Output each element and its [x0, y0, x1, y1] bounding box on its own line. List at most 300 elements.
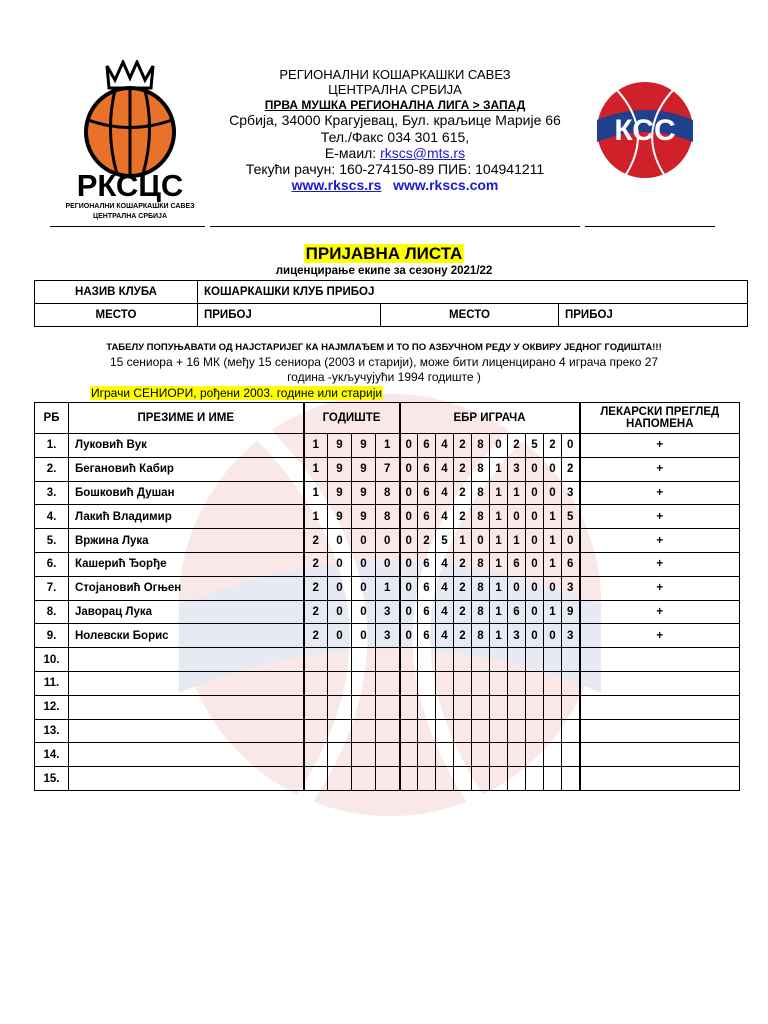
row-number: 4. — [35, 505, 69, 529]
ebr-digit[interactable] — [490, 648, 508, 672]
medical-note[interactable]: + — [580, 505, 740, 529]
year-digit[interactable]: 9 — [352, 505, 376, 529]
ebr-digit[interactable] — [436, 671, 454, 695]
ebr-digit[interactable] — [490, 719, 508, 743]
row-number: 15. — [35, 767, 69, 791]
ebr-digit[interactable]: 4 — [436, 624, 454, 648]
web-link-1[interactable]: www.rkscs.rs — [291, 177, 382, 193]
year-digit[interactable] — [352, 695, 376, 719]
ebr-digit[interactable]: 3 — [508, 457, 526, 481]
year-digit[interactable]: 0 — [352, 576, 376, 600]
ebr-digit[interactable] — [418, 719, 436, 743]
year-digit[interactable]: 2 — [304, 529, 328, 553]
table-row — [35, 743, 740, 767]
player-name[interactable]: Луковић Вук — [69, 434, 304, 458]
ebr-digit[interactable]: 4 — [436, 505, 454, 529]
ebr-digit[interactable]: 0 — [526, 624, 544, 648]
medical-note[interactable] — [580, 767, 740, 791]
divider — [585, 226, 715, 227]
year-digit[interactable] — [376, 719, 400, 743]
ebr-digit[interactable]: 0 — [526, 481, 544, 505]
ebr-digit[interactable]: 0 — [526, 600, 544, 624]
place-label-2: МЕСТО — [381, 304, 559, 327]
ebr-digit[interactable]: 1 — [454, 529, 472, 553]
ebr-digit[interactable] — [454, 695, 472, 719]
ebr-digit[interactable]: 6 — [562, 552, 580, 576]
medical-note[interactable]: + — [580, 529, 740, 553]
year-digit[interactable]: 0 — [352, 552, 376, 576]
ebr-digit[interactable] — [562, 719, 580, 743]
ebr-digit[interactable]: 6 — [508, 552, 526, 576]
ebr-digit[interactable] — [418, 695, 436, 719]
row-number: 11. — [35, 671, 69, 695]
year-digit[interactable]: 0 — [352, 600, 376, 624]
ebr-digit[interactable] — [418, 671, 436, 695]
year-digit[interactable]: 0 — [328, 600, 352, 624]
ebr-digit[interactable]: 2 — [454, 600, 472, 624]
player-name[interactable] — [69, 648, 304, 672]
ebr-digit[interactable]: 1 — [544, 529, 562, 553]
ebr-digit[interactable]: 2 — [418, 529, 436, 553]
ebr-digit[interactable]: 2 — [508, 434, 526, 458]
rkscs-logo — [55, 60, 205, 230]
ebr-digit[interactable] — [472, 695, 490, 719]
year-digit[interactable] — [328, 719, 352, 743]
ebr-digit[interactable] — [562, 767, 580, 791]
ebr-digit[interactable]: 0 — [400, 552, 418, 576]
year-digit[interactable]: 2 — [304, 600, 328, 624]
ebr-digit[interactable] — [472, 648, 490, 672]
year-digit[interactable]: 0 — [352, 529, 376, 553]
kss-logo — [585, 80, 705, 180]
ebr-digit[interactable]: 0 — [490, 434, 508, 458]
ebr-digit[interactable]: 0 — [544, 576, 562, 600]
year-digit[interactable] — [352, 648, 376, 672]
year-digit[interactable]: 2 — [304, 552, 328, 576]
col-year: ГОДИШТЕ — [304, 403, 400, 434]
year-digit[interactable]: 8 — [376, 481, 400, 505]
table-row — [35, 648, 740, 672]
year-digit[interactable]: 1 — [304, 457, 328, 481]
ebr-digit[interactable]: 1 — [544, 552, 562, 576]
ebr-digit[interactable]: 2 — [454, 552, 472, 576]
ebr-digit[interactable]: 6 — [418, 576, 436, 600]
row-number: 9. — [35, 624, 69, 648]
ebr-digit[interactable]: 1 — [508, 481, 526, 505]
ebr-digit[interactable] — [526, 743, 544, 767]
year-digit[interactable]: 9 — [352, 434, 376, 458]
ebr-digit[interactable]: 0 — [400, 505, 418, 529]
table-row — [35, 767, 740, 791]
player-name[interactable]: Лакић Владимир — [69, 505, 304, 529]
ebr-digit[interactable] — [472, 719, 490, 743]
ebr-digit[interactable]: 2 — [454, 505, 472, 529]
ebr-digit[interactable]: 0 — [400, 576, 418, 600]
ebr-digit[interactable]: 0 — [472, 529, 490, 553]
year-digit[interactable] — [328, 648, 352, 672]
player-name[interactable]: Нолевски Борис — [69, 624, 304, 648]
ebr-digit[interactable] — [526, 671, 544, 695]
row-number: 14. — [35, 743, 69, 767]
year-digit[interactable] — [328, 671, 352, 695]
ebr-digit[interactable]: 4 — [436, 457, 454, 481]
ebr-digit[interactable]: 6 — [508, 600, 526, 624]
ebr-digit[interactable] — [508, 743, 526, 767]
ebr-digit[interactable] — [400, 719, 418, 743]
ebr-digit[interactable]: 9 — [562, 600, 580, 624]
ebr-digit[interactable]: 8 — [472, 505, 490, 529]
year-digit[interactable] — [376, 695, 400, 719]
ebr-digit[interactable] — [400, 671, 418, 695]
seniors-highlight: Играчи СЕНИОРИ, рођени 2003. године или старији — [91, 386, 383, 400]
ebr-digit[interactable] — [454, 743, 472, 767]
ebr-digit[interactable] — [544, 743, 562, 767]
ebr-digit[interactable]: 6 — [418, 624, 436, 648]
player-name[interactable] — [69, 671, 304, 695]
ebr-digit[interactable] — [436, 767, 454, 791]
year-digit[interactable]: 0 — [328, 576, 352, 600]
ebr-digit[interactable] — [544, 767, 562, 791]
year-digit[interactable]: 9 — [328, 434, 352, 458]
ebr-digit[interactable]: 2 — [544, 434, 562, 458]
year-digit[interactable] — [304, 719, 328, 743]
medical-note[interactable]: + — [580, 624, 740, 648]
col-medical-line1: ЛЕКАРСКИ ПРЕГЛЕД — [600, 406, 720, 418]
year-digit[interactable]: 0 — [376, 552, 400, 576]
ebr-digit[interactable] — [418, 648, 436, 672]
ebr-digit[interactable] — [472, 767, 490, 791]
player-name[interactable] — [69, 719, 304, 743]
ebr-digit[interactable]: 6 — [418, 434, 436, 458]
page-title: ПРИЈАВНА ЛИСТА — [305, 244, 463, 263]
ebr-digit[interactable]: 5 — [526, 434, 544, 458]
ebr-digit[interactable]: 1 — [544, 600, 562, 624]
ebr-digit[interactable]: 8 — [472, 600, 490, 624]
player-name[interactable] — [69, 695, 304, 719]
ebr-digit[interactable] — [400, 695, 418, 719]
left-logo-text: РКСЦС — [76, 168, 184, 203]
ebr-digit[interactable]: 8 — [472, 624, 490, 648]
year-digit[interactable] — [304, 695, 328, 719]
ebr-digit[interactable]: 6 — [418, 505, 436, 529]
divider — [210, 226, 580, 227]
ebr-digit[interactable]: 1 — [544, 505, 562, 529]
ebr-digit[interactable]: 8 — [472, 576, 490, 600]
ebr-digit[interactable]: 4 — [436, 481, 454, 505]
player-name[interactable]: Стојановић Огњен — [69, 576, 304, 600]
row-number: 13. — [35, 719, 69, 743]
row-number: 8. — [35, 600, 69, 624]
ebr-digit[interactable]: 4 — [436, 576, 454, 600]
license-note-2: година -укључујући 1994 годиште ) — [287, 370, 481, 384]
ebr-digit[interactable]: 2 — [562, 457, 580, 481]
ebr-digit[interactable] — [436, 695, 454, 719]
instruction-note: ТАБЕЛУ ПОПУЊАВАТИ ОД НАЈСТАРИЈЕГ КА НАЈМЛАЂЕМ И ТО ПО АЗБУЧНОМ РЕДУ У ОКВИРУ ЈЕДНОГ ГОДИШТА!!! — [106, 342, 662, 353]
ebr-digit[interactable]: 0 — [400, 529, 418, 553]
ebr-digit[interactable] — [508, 695, 526, 719]
player-name[interactable]: Бегановић Кабир — [69, 457, 304, 481]
crown-ball-icon — [55, 60, 205, 180]
ebr-digit[interactable] — [400, 743, 418, 767]
email-label: Е-маил: — [324, 145, 381, 161]
org-region: ЦЕНТРАЛНА СРБИЈА — [328, 82, 462, 97]
row-number: 5. — [35, 529, 69, 553]
year-digit[interactable]: 9 — [352, 481, 376, 505]
row-number: 3. — [35, 481, 69, 505]
year-digit[interactable]: 9 — [328, 481, 352, 505]
ebr-digit[interactable]: 3 — [508, 624, 526, 648]
ebr-digit[interactable]: 1 — [490, 552, 508, 576]
ebr-digit[interactable]: 8 — [472, 457, 490, 481]
ebr-digit[interactable] — [490, 695, 508, 719]
table-row — [35, 457, 740, 481]
ebr-digit[interactable]: 0 — [544, 481, 562, 505]
year-digit[interactable]: 1 — [376, 576, 400, 600]
medical-note[interactable]: + — [580, 552, 740, 576]
ebr-digit[interactable]: 0 — [400, 457, 418, 481]
ebr-digit[interactable] — [562, 695, 580, 719]
ebr-digit[interactable]: 2 — [454, 576, 472, 600]
ebr-digit[interactable] — [418, 743, 436, 767]
address: Србија, 34000 Крагујевац, Бул. краљице Марије 66 — [229, 112, 561, 128]
ebr-digit[interactable]: 4 — [436, 552, 454, 576]
ebr-digit[interactable] — [562, 671, 580, 695]
ebr-digit[interactable] — [508, 719, 526, 743]
ebr-digit[interactable]: 6 — [418, 600, 436, 624]
ebr-digit[interactable]: 2 — [454, 624, 472, 648]
ebr-digit[interactable]: 0 — [562, 434, 580, 458]
ebr-digit[interactable]: 0 — [526, 505, 544, 529]
col-ebr: ЕБР ИГРАЧА — [400, 403, 580, 434]
ebr-digit[interactable]: 3 — [562, 576, 580, 600]
ebr-digit[interactable]: 6 — [418, 457, 436, 481]
ebr-digit[interactable] — [508, 648, 526, 672]
ebr-digit[interactable]: 0 — [508, 505, 526, 529]
medical-note[interactable]: + — [580, 457, 740, 481]
ebr-digit[interactable] — [418, 767, 436, 791]
table-row — [35, 481, 740, 505]
ebr-digit[interactable]: 4 — [436, 434, 454, 458]
ebr-digit[interactable]: 2 — [454, 434, 472, 458]
year-digit[interactable]: 0 — [376, 529, 400, 553]
place-value[interactable]: ПРИБОЈ — [198, 304, 381, 327]
year-digit[interactable]: 9 — [328, 457, 352, 481]
ebr-digit[interactable] — [436, 719, 454, 743]
ebr-digit[interactable]: 2 — [454, 457, 472, 481]
ebr-digit[interactable]: 1 — [508, 529, 526, 553]
table-row — [35, 695, 740, 719]
ebr-digit[interactable]: 1 — [490, 481, 508, 505]
col-rb: РБ — [35, 403, 69, 434]
ebr-digit[interactable] — [544, 695, 562, 719]
year-digit[interactable] — [352, 671, 376, 695]
org-name: РЕГИОНАЛНИ КОШАРКАШКИ САВЕЗ — [279, 67, 511, 82]
year-digit[interactable] — [328, 743, 352, 767]
ebr-digit[interactable] — [544, 671, 562, 695]
year-digit[interactable] — [304, 671, 328, 695]
ebr-digit[interactable] — [454, 671, 472, 695]
ebr-digit[interactable]: 3 — [562, 624, 580, 648]
ebr-digit[interactable] — [490, 743, 508, 767]
year-digit[interactable] — [352, 767, 376, 791]
year-digit[interactable] — [328, 695, 352, 719]
ebr-digit[interactable]: 2 — [454, 481, 472, 505]
col-medical — [580, 403, 740, 434]
ebr-digit[interactable] — [472, 671, 490, 695]
year-digit[interactable] — [352, 719, 376, 743]
medical-note[interactable]: + — [580, 576, 740, 600]
year-digit[interactable] — [304, 648, 328, 672]
year-digit[interactable]: 0 — [352, 624, 376, 648]
year-digit[interactable]: 1 — [376, 434, 400, 458]
col-name: ПРЕЗИМЕ И ИМЕ — [69, 403, 304, 434]
player-name[interactable]: Кашерић Ђорђе — [69, 552, 304, 576]
ebr-digit[interactable]: 6 — [418, 552, 436, 576]
table-row — [35, 434, 740, 458]
ebr-digit[interactable]: 0 — [400, 434, 418, 458]
ebr-digit[interactable]: 0 — [562, 529, 580, 553]
ebr-digit[interactable]: 0 — [544, 457, 562, 481]
email-link[interactable]: rkscs@mts.rs — [380, 145, 466, 161]
ebr-digit[interactable] — [454, 767, 472, 791]
row-number: 2. — [35, 457, 69, 481]
club-name-label: НАЗИВ КЛУБА — [35, 281, 198, 304]
year-digit[interactable] — [304, 767, 328, 791]
ebr-digit[interactable]: 0 — [400, 624, 418, 648]
medical-note[interactable] — [580, 695, 740, 719]
ebr-digit[interactable] — [526, 719, 544, 743]
ebr-digit[interactable]: 1 — [490, 505, 508, 529]
year-digit[interactable]: 8 — [376, 505, 400, 529]
ebr-digit[interactable]: 0 — [400, 600, 418, 624]
year-digit[interactable]: 0 — [328, 529, 352, 553]
ebr-digit[interactable] — [472, 743, 490, 767]
year-digit[interactable]: 3 — [376, 624, 400, 648]
ebr-digit[interactable]: 1 — [490, 457, 508, 481]
ebr-digit[interactable]: 1 — [490, 529, 508, 553]
ebr-digit[interactable] — [400, 767, 418, 791]
ebr-digit[interactable] — [400, 648, 418, 672]
year-digit[interactable] — [376, 671, 400, 695]
year-digit[interactable]: 7 — [376, 457, 400, 481]
year-digit[interactable]: 9 — [328, 505, 352, 529]
ebr-digit[interactable]: 1 — [490, 600, 508, 624]
table-row — [35, 529, 740, 553]
medical-note[interactable]: + — [580, 600, 740, 624]
ebr-digit[interactable]: 8 — [472, 434, 490, 458]
row-number: 10. — [35, 648, 69, 672]
player-name[interactable] — [69, 743, 304, 767]
ebr-digit[interactable]: 1 — [490, 576, 508, 600]
year-digit[interactable]: 0 — [328, 624, 352, 648]
ebr-digit[interactable]: 5 — [562, 505, 580, 529]
year-digit[interactable]: 2 — [304, 624, 328, 648]
year-digit[interactable] — [376, 767, 400, 791]
ebr-digit[interactable]: 4 — [436, 600, 454, 624]
roster-table — [34, 402, 740, 791]
row-number: 7. — [35, 576, 69, 600]
page-subtitle: лиценцирање екипе за сезону 2021/22 — [275, 265, 493, 277]
web-link-2[interactable]: www.rkscs.com — [393, 177, 499, 193]
ebr-digit[interactable]: 0 — [508, 576, 526, 600]
player-name[interactable] — [69, 767, 304, 791]
medical-note[interactable] — [580, 671, 740, 695]
ebr-digit[interactable] — [526, 767, 544, 791]
table-row — [35, 719, 740, 743]
ebr-digit[interactable]: 3 — [562, 481, 580, 505]
club-info-table — [34, 280, 748, 327]
ebr-digit[interactable] — [490, 767, 508, 791]
ebr-digit[interactable] — [544, 648, 562, 672]
right-logo-text: КСС — [614, 114, 676, 147]
ebr-digit[interactable] — [526, 648, 544, 672]
ebr-digit[interactable]: 8 — [472, 552, 490, 576]
year-digit[interactable] — [328, 767, 352, 791]
ebr-digit[interactable]: 0 — [544, 624, 562, 648]
ebr-digit[interactable] — [562, 743, 580, 767]
ebr-digit[interactable]: 5 — [436, 529, 454, 553]
ebr-digit[interactable] — [490, 671, 508, 695]
ebr-digit[interactable] — [526, 695, 544, 719]
ebr-digit[interactable]: 0 — [526, 457, 544, 481]
row-number: 1. — [35, 434, 69, 458]
medical-note[interactable] — [580, 719, 740, 743]
year-digit[interactable]: 9 — [352, 457, 376, 481]
year-digit[interactable]: 1 — [304, 481, 328, 505]
player-name[interactable]: Јаворац Лука — [69, 600, 304, 624]
ebr-digit[interactable] — [508, 671, 526, 695]
year-digit[interactable] — [376, 743, 400, 767]
phone: Тел./Факс 034 301 615, — [320, 129, 470, 145]
medical-note[interactable] — [580, 648, 740, 672]
ebr-digit[interactable]: 6 — [418, 481, 436, 505]
ebr-digit[interactable] — [454, 648, 472, 672]
player-name[interactable]: Вржина Лука — [69, 529, 304, 553]
year-digit[interactable] — [376, 648, 400, 672]
year-digit[interactable]: 2 — [304, 576, 328, 600]
ebr-digit[interactable] — [454, 719, 472, 743]
table-row — [35, 576, 740, 600]
year-digit[interactable]: 3 — [376, 600, 400, 624]
ebr-digit[interactable]: 0 — [526, 576, 544, 600]
year-digit[interactable]: 0 — [328, 552, 352, 576]
year-digit[interactable]: 1 — [304, 505, 328, 529]
year-digit[interactable] — [304, 743, 328, 767]
medical-note[interactable]: + — [580, 434, 740, 458]
ebr-digit[interactable] — [508, 767, 526, 791]
ebr-digit[interactable]: 0 — [526, 529, 544, 553]
year-digit[interactable]: 1 — [304, 434, 328, 458]
year-digit[interactable] — [352, 743, 376, 767]
ebr-digit[interactable]: 1 — [490, 624, 508, 648]
ebr-digit[interactable] — [436, 743, 454, 767]
ebr-digit[interactable] — [544, 719, 562, 743]
divider — [50, 226, 205, 227]
medical-note[interactable] — [580, 743, 740, 767]
ebr-digit[interactable] — [436, 648, 454, 672]
table-row — [35, 624, 740, 648]
club-name-value[interactable]: КОШАРКАШКИ КЛУБ ПРИБОЈ — [198, 281, 748, 304]
place-value-2[interactable]: ПРИБОЈ — [559, 304, 748, 327]
medical-note[interactable]: + — [580, 481, 740, 505]
ebr-digit[interactable]: 0 — [526, 552, 544, 576]
row-number: 12. — [35, 695, 69, 719]
ebr-digit[interactable]: 0 — [400, 481, 418, 505]
table-row — [35, 671, 740, 695]
ebr-digit[interactable]: 8 — [472, 481, 490, 505]
ebr-digit[interactable] — [562, 648, 580, 672]
player-name[interactable]: Бошковић Душан — [69, 481, 304, 505]
